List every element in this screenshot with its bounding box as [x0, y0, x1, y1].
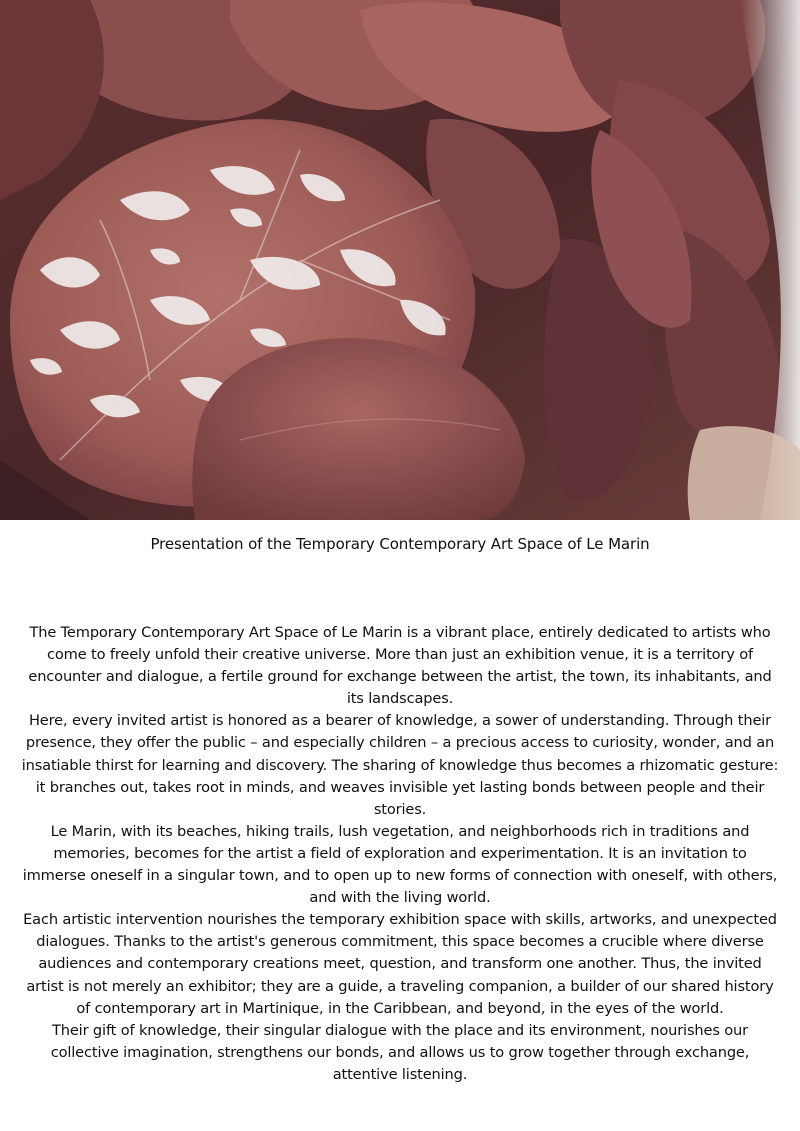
paragraph: The Temporary Contemporary Art Space of Le Marin is a vibrant place, entirely dedicated to artists who come to freely unfold their creative universe. More than just an exhibition venue, it is a territory of encounter and dialogue, a fertile ground for exchange between the artist, the town, its inhabitants, and its landscapes. — [28, 624, 772, 708]
image-caption: Presentation of the Temporary Contemporary Art Space of Le Marin — [150, 535, 650, 553]
paragraph: Here, every invited artist is honored as a bearer of knowledge, a sower of understanding. Through their presence, they offer the public – and especially children – a precious access to curiosity, wonder, and an insatiable thirst for learning and discovery. The sharing of knowledge thus becomes a rhizomatic gesture: it branches out, takes root in minds, and weaves invisible yet lasting bonds between people and their stories. — [21, 712, 779, 818]
paragraph: Their gift of knowledge, their singular dialogue with the place and its environment, nourishes our collective imagination, strengthens our bonds, and allows us to grow together through exchange, attentive listening. — [50, 1021, 750, 1083]
article-body — [20, 622, 780, 1086]
dried-leaves-image — [0, 0, 800, 520]
paragraph: Le Marin, with its beaches, hiking trails, lush vegetation, and neighborhoods rich in traditions and memories, becomes for the artist a field of exploration and experimentation. It is an invitation to immerse oneself in a singular town, and to open up to new forms of connection with oneself, with others, and with the living world. — [22, 822, 778, 907]
hero-photo — [0, 0, 800, 520]
paragraph: Each artistic intervention nourishes the temporary exhibition space with skills, artworks, and unexpected dialogues. Thanks to the artist's generous commitment, this space becomes a crucible where diverse audiences and contemporary creations meet, question, and transform one another. Thus, the invited artist is not merely an exhibitor; they are a guide, a traveling companion, a builder of our shared history of contemporary art in Martinique, in the Caribbean, and beyond, in the eyes of the world. — [23, 911, 777, 1017]
